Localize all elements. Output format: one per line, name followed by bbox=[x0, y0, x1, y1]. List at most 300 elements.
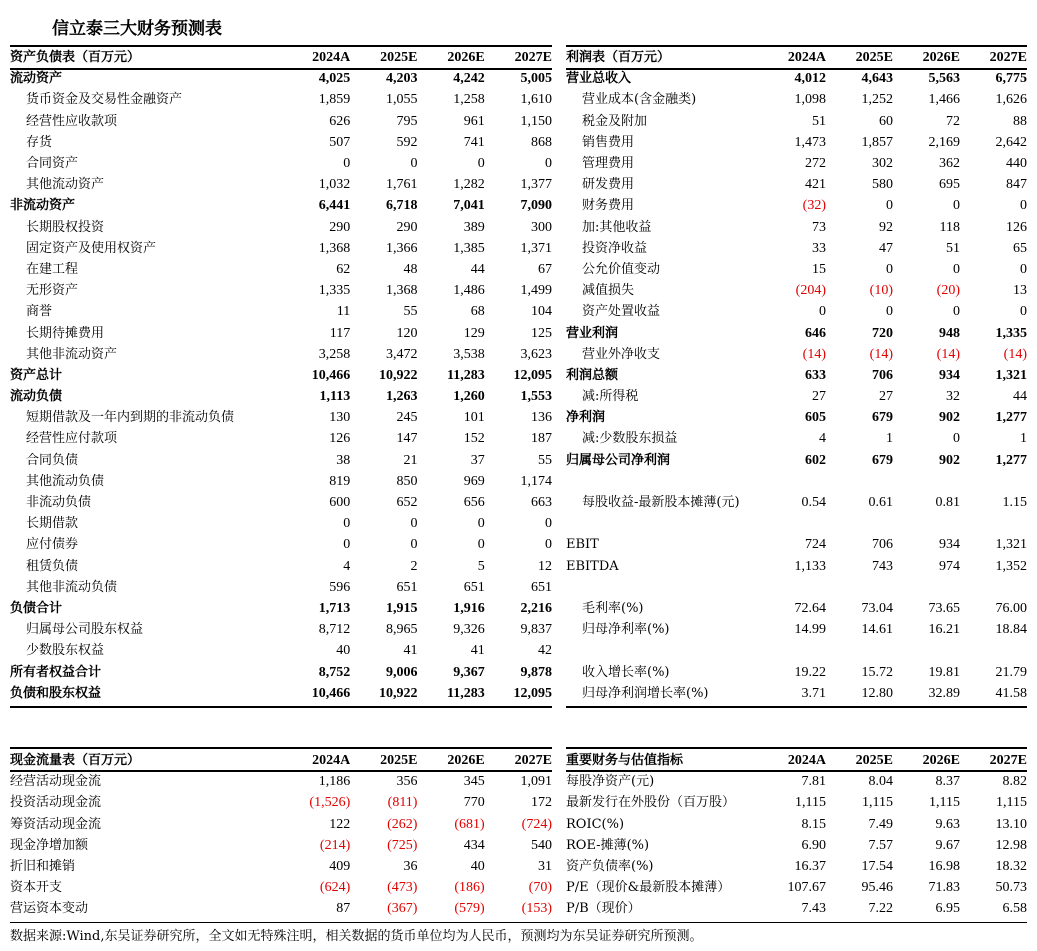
row-value: 32.89 bbox=[928, 685, 960, 701]
row-value: 8.82 bbox=[1002, 774, 1027, 790]
row-label: EBITDA bbox=[566, 558, 619, 574]
row-value: 0 bbox=[545, 516, 552, 532]
row-value: 147 bbox=[396, 431, 418, 447]
row-value: 1,321 bbox=[995, 537, 1027, 553]
row-label: 营运资本变动 bbox=[10, 901, 89, 917]
year-header: 2025E bbox=[380, 753, 418, 769]
row-value: 0 bbox=[953, 304, 960, 320]
table-row bbox=[10, 877, 552, 898]
row-value: 507 bbox=[329, 134, 351, 150]
row-value: 7,041 bbox=[453, 198, 485, 214]
row-value: 7.49 bbox=[868, 816, 893, 832]
table-row bbox=[566, 577, 1027, 598]
table-row bbox=[566, 640, 1027, 661]
table-row bbox=[566, 661, 1027, 682]
table-row bbox=[566, 365, 1027, 386]
row-value: (14) bbox=[802, 346, 826, 362]
row-value: 602 bbox=[805, 452, 826, 468]
row-value: 389 bbox=[463, 219, 485, 235]
row-value: 9,006 bbox=[385, 664, 418, 680]
row-label: 减:少数股东损益 bbox=[582, 431, 678, 447]
year-header: 2025E bbox=[380, 50, 418, 66]
table-row bbox=[10, 556, 552, 577]
row-value: 50.73 bbox=[995, 880, 1027, 896]
table-row bbox=[566, 835, 1027, 856]
row-value: 4,203 bbox=[385, 71, 418, 87]
row-label: 毛利率(%) bbox=[582, 600, 644, 616]
row-value: 4 bbox=[819, 431, 826, 447]
table-row bbox=[566, 513, 1027, 534]
table-row bbox=[10, 771, 552, 792]
row-value: 4,012 bbox=[794, 71, 826, 87]
row-value: 4,025 bbox=[318, 71, 351, 87]
row-value: 345 bbox=[463, 774, 485, 790]
row-value: 0 bbox=[343, 156, 351, 172]
row-value: 172 bbox=[531, 795, 552, 811]
row-value: (367) bbox=[387, 901, 418, 917]
row-value: 1,055 bbox=[385, 92, 418, 108]
row-value: 1,258 bbox=[453, 92, 485, 108]
row-value: 87 bbox=[336, 901, 351, 917]
table-row bbox=[566, 856, 1027, 877]
year-header: 2026E bbox=[447, 50, 485, 66]
row-value: 11,283 bbox=[446, 685, 485, 701]
row-value: 129 bbox=[463, 325, 485, 341]
row-label: 合同负债 bbox=[26, 452, 79, 468]
row-value: (681) bbox=[454, 816, 485, 832]
valuation-header-rule bbox=[566, 770, 1027, 772]
row-value: 42 bbox=[538, 643, 552, 659]
table-row bbox=[10, 898, 552, 919]
table-row bbox=[566, 683, 1027, 704]
year-header: 2027E bbox=[989, 50, 1027, 66]
row-value: 1,466 bbox=[928, 92, 960, 108]
row-value: 107.67 bbox=[787, 880, 826, 896]
row-value: 19.81 bbox=[928, 664, 960, 680]
income-header-rule bbox=[566, 68, 1027, 70]
table-row bbox=[566, 598, 1027, 619]
row-value: 1,859 bbox=[318, 92, 351, 108]
row-value: 795 bbox=[396, 113, 418, 129]
row-label: P/E（现价&最新股本摊薄） bbox=[566, 880, 731, 896]
row-label: 加:其他收益 bbox=[582, 219, 652, 235]
row-value bbox=[826, 640, 893, 661]
row-value: 67 bbox=[538, 261, 552, 277]
row-value bbox=[960, 513, 1027, 534]
valuation-header-row bbox=[566, 750, 1027, 771]
row-label: 其他流动负债 bbox=[26, 473, 105, 489]
row-value: 656 bbox=[463, 495, 485, 511]
row-value: 290 bbox=[396, 219, 418, 235]
table-row bbox=[10, 428, 552, 449]
row-value: 961 bbox=[463, 113, 485, 129]
table-title: 现金流量表（百万元） bbox=[10, 753, 141, 769]
row-value: 14.61 bbox=[861, 622, 893, 638]
row-value: 0 bbox=[1020, 198, 1027, 214]
row-value: 10,922 bbox=[378, 685, 418, 701]
row-value: 4,242 bbox=[453, 71, 485, 87]
table-row bbox=[566, 877, 1027, 898]
row-value: 11,283 bbox=[446, 367, 485, 383]
row-label: 少数股东权益 bbox=[26, 643, 105, 659]
row-value: (32) bbox=[802, 198, 826, 214]
row-value: 4 bbox=[343, 558, 351, 574]
row-value: 11 bbox=[336, 304, 351, 320]
row-value: 1 bbox=[1020, 431, 1027, 447]
row-value: 41.58 bbox=[995, 685, 1027, 701]
table-row bbox=[566, 111, 1027, 132]
table-row bbox=[10, 792, 552, 813]
row-value: (724) bbox=[521, 816, 552, 832]
row-label: 其他非流动资产 bbox=[26, 346, 118, 362]
table-title: 重要财务与估值指标 bbox=[566, 753, 684, 769]
row-value: 600 bbox=[329, 495, 351, 511]
row-value: 850 bbox=[396, 473, 418, 489]
row-value: 974 bbox=[939, 558, 960, 574]
row-value: 1,368 bbox=[385, 283, 418, 299]
row-value: 12 bbox=[538, 558, 552, 574]
row-label: ROIC(%) bbox=[566, 816, 625, 832]
table-row bbox=[566, 68, 1027, 89]
row-value: 118 bbox=[939, 219, 960, 235]
row-value: 300 bbox=[531, 219, 552, 235]
row-value: 120 bbox=[396, 325, 418, 341]
row-value: 0 bbox=[410, 516, 418, 532]
row-value: 8.04 bbox=[868, 774, 893, 790]
table-row bbox=[566, 471, 1027, 492]
year-header: 2027E bbox=[514, 50, 552, 66]
table-row bbox=[10, 407, 552, 428]
row-value: 948 bbox=[939, 325, 960, 341]
row-value: 8.15 bbox=[801, 816, 826, 832]
row-value: 51 bbox=[812, 113, 826, 129]
income-bottom-rule bbox=[566, 706, 1027, 708]
balance-bottom-rule bbox=[10, 706, 552, 708]
row-value: 421 bbox=[805, 177, 826, 193]
row-value: 0.54 bbox=[801, 495, 826, 511]
row-value: 8,752 bbox=[318, 664, 351, 680]
row-value: 1,857 bbox=[861, 134, 893, 150]
row-label: 租赁负债 bbox=[26, 558, 79, 574]
row-value: 9.67 bbox=[935, 837, 960, 853]
row-value: 117 bbox=[329, 325, 351, 341]
row-value: 0 bbox=[953, 198, 960, 214]
table-row bbox=[566, 322, 1027, 343]
row-label: 归母净利率(%) bbox=[582, 622, 670, 638]
row-value: 1,915 bbox=[385, 600, 418, 616]
row-value: (14) bbox=[869, 346, 893, 362]
row-value: 9,878 bbox=[520, 664, 552, 680]
table-row bbox=[566, 898, 1027, 919]
table-row bbox=[10, 301, 552, 322]
row-label: 负债和股东权益 bbox=[10, 685, 102, 701]
table-row bbox=[566, 450, 1027, 471]
row-value bbox=[759, 577, 826, 598]
row-value: 12.80 bbox=[861, 685, 893, 701]
row-value: (153) bbox=[521, 901, 552, 917]
row-label bbox=[566, 577, 759, 598]
row-label: 减:所得税 bbox=[582, 389, 639, 405]
row-label: 流动资产 bbox=[10, 71, 63, 87]
row-label: 营业总收入 bbox=[566, 71, 632, 87]
row-value bbox=[893, 640, 960, 661]
row-label: 长期股权投资 bbox=[26, 219, 105, 235]
row-value: 741 bbox=[463, 134, 485, 150]
row-value: 245 bbox=[396, 410, 418, 426]
table-row bbox=[566, 619, 1027, 640]
row-value: 272 bbox=[805, 156, 826, 172]
row-label: 减值损失 bbox=[582, 283, 635, 299]
row-value bbox=[759, 640, 826, 661]
row-value: 7,090 bbox=[520, 198, 552, 214]
row-label: 资产负债率(%) bbox=[566, 859, 654, 875]
row-label: 非流动资产 bbox=[10, 198, 76, 214]
row-label: 营业成本(含金融类) bbox=[582, 92, 697, 108]
row-value: 1,277 bbox=[995, 410, 1027, 426]
table-row bbox=[10, 68, 552, 89]
row-value: 3,472 bbox=[385, 346, 418, 362]
row-value: 0 bbox=[953, 261, 960, 277]
row-value: 1,713 bbox=[318, 600, 351, 616]
row-value: 0 bbox=[819, 304, 826, 320]
row-value: (579) bbox=[454, 901, 485, 917]
row-value: 1,150 bbox=[520, 113, 552, 129]
row-value: 409 bbox=[329, 859, 351, 875]
row-label: 其他非流动负债 bbox=[26, 579, 118, 595]
row-value: 706 bbox=[872, 537, 893, 553]
row-value: 651 bbox=[463, 579, 485, 595]
page-title: 信立泰三大财务预测表 bbox=[52, 19, 222, 39]
table-row bbox=[566, 195, 1027, 216]
row-value: 76.00 bbox=[995, 600, 1027, 616]
table-row bbox=[10, 835, 552, 856]
row-value: 1,260 bbox=[453, 389, 485, 405]
row-value: 706 bbox=[872, 367, 893, 383]
row-label: 货币资金及交易性金融资产 bbox=[26, 92, 183, 108]
row-label: 非流动负债 bbox=[26, 495, 92, 511]
row-value: 7.43 bbox=[801, 901, 826, 917]
table-row bbox=[10, 174, 552, 195]
row-value: 71.83 bbox=[928, 880, 960, 896]
income-header-row bbox=[566, 47, 1027, 68]
balance-header-row bbox=[10, 47, 552, 68]
row-value: (14) bbox=[936, 346, 960, 362]
row-value: (725) bbox=[387, 837, 418, 853]
row-label: 流动负债 bbox=[10, 389, 63, 405]
table-row bbox=[10, 386, 552, 407]
row-value: (10) bbox=[869, 283, 893, 299]
row-value bbox=[960, 577, 1027, 598]
table-row bbox=[10, 111, 552, 132]
row-value: 0 bbox=[477, 516, 485, 532]
cashflow-header-rule bbox=[10, 770, 552, 772]
table-row bbox=[566, 153, 1027, 174]
row-value: 13 bbox=[1013, 283, 1027, 299]
row-value: 1,115 bbox=[795, 795, 826, 811]
row-value: 10,922 bbox=[378, 367, 418, 383]
row-value: 38 bbox=[336, 452, 351, 468]
row-value: 18.84 bbox=[995, 622, 1027, 638]
row-value: 136 bbox=[531, 410, 552, 426]
row-value: 969 bbox=[463, 473, 485, 489]
table-row bbox=[566, 386, 1027, 407]
row-label: 研发费用 bbox=[582, 177, 635, 193]
row-label: P/B（现价） bbox=[566, 901, 641, 917]
row-value: 0 bbox=[886, 198, 893, 214]
row-value: 1,133 bbox=[794, 558, 826, 574]
row-value: 1,032 bbox=[318, 177, 351, 193]
row-label: 短期借款及一年内到期的非流动负债 bbox=[26, 410, 235, 426]
row-value: 626 bbox=[329, 113, 351, 129]
table-row bbox=[10, 619, 552, 640]
row-value: 290 bbox=[329, 219, 351, 235]
row-value: (70) bbox=[528, 880, 552, 896]
row-value: 1,186 bbox=[318, 774, 351, 790]
row-value: 0 bbox=[1020, 304, 1027, 320]
year-header: 2025E bbox=[855, 50, 893, 66]
row-label: 管理费用 bbox=[582, 156, 635, 172]
row-label: 税金及附加 bbox=[582, 113, 648, 129]
row-label: 经营性应付款项 bbox=[26, 431, 118, 447]
row-label: 长期借款 bbox=[26, 516, 79, 532]
table-row bbox=[566, 814, 1027, 835]
row-value: 356 bbox=[396, 774, 418, 790]
row-value: 60 bbox=[879, 113, 893, 129]
table-row bbox=[566, 132, 1027, 153]
year-header: 2024A bbox=[312, 753, 351, 769]
row-value: (20) bbox=[936, 283, 960, 299]
row-value: 37 bbox=[470, 452, 485, 468]
row-value: 847 bbox=[1006, 177, 1027, 193]
row-label: 负债合计 bbox=[10, 600, 63, 616]
row-value: 55 bbox=[403, 304, 418, 320]
table-title: 利润表（百万元） bbox=[566, 50, 671, 66]
table-row bbox=[566, 280, 1027, 301]
row-value: 48 bbox=[403, 261, 418, 277]
row-value: 0.61 bbox=[868, 495, 893, 511]
table-title: 资产负债表（百万元） bbox=[10, 50, 141, 66]
year-header: 2027E bbox=[989, 753, 1027, 769]
year-header: 2024A bbox=[787, 753, 826, 769]
row-label: 筹资活动现金流 bbox=[10, 816, 102, 832]
row-value: 2 bbox=[410, 558, 418, 574]
table-row bbox=[10, 217, 552, 238]
year-header: 2027E bbox=[514, 753, 552, 769]
row-value: 1,916 bbox=[453, 600, 485, 616]
row-value: 1,115 bbox=[929, 795, 960, 811]
row-value: 3,623 bbox=[520, 346, 552, 362]
row-value: (811) bbox=[387, 795, 418, 811]
row-value: 0 bbox=[410, 537, 418, 553]
row-value: 302 bbox=[872, 156, 893, 172]
row-value: 440 bbox=[1006, 156, 1027, 172]
row-value: (14) bbox=[1003, 346, 1027, 362]
row-value: (473) bbox=[387, 880, 418, 896]
row-value: 3,538 bbox=[453, 346, 485, 362]
row-value bbox=[759, 513, 826, 534]
row-value: 21.79 bbox=[995, 664, 1027, 680]
row-value: 16.21 bbox=[928, 622, 960, 638]
row-value: 9,837 bbox=[520, 622, 552, 638]
row-value: 1,282 bbox=[453, 177, 485, 193]
cashflow-top-rule bbox=[10, 747, 552, 749]
table-row bbox=[10, 856, 552, 877]
row-value: 27 bbox=[812, 389, 826, 405]
cashflow-table bbox=[10, 750, 552, 920]
row-value: 3.71 bbox=[801, 685, 826, 701]
row-label: 投资活动现金流 bbox=[10, 795, 102, 811]
table-row bbox=[10, 471, 552, 492]
row-value: 592 bbox=[396, 134, 418, 150]
row-label: 销售费用 bbox=[582, 134, 635, 150]
row-value: 33 bbox=[812, 240, 826, 256]
row-value: 17.54 bbox=[861, 859, 893, 875]
row-value: 0 bbox=[886, 261, 893, 277]
row-value: 7.22 bbox=[868, 901, 893, 917]
table-row bbox=[10, 259, 552, 280]
table-row bbox=[566, 428, 1027, 449]
row-value: 5 bbox=[477, 558, 485, 574]
row-value: 40 bbox=[470, 859, 485, 875]
row-label: 经营活动现金流 bbox=[10, 774, 102, 790]
row-value: 3,258 bbox=[318, 346, 351, 362]
row-value: 122 bbox=[329, 816, 351, 832]
row-value: 0 bbox=[477, 156, 485, 172]
table-row bbox=[10, 153, 552, 174]
row-value: 1 bbox=[886, 431, 893, 447]
year-header: 2025E bbox=[855, 753, 893, 769]
row-value: 1,115 bbox=[862, 795, 893, 811]
row-value: 44 bbox=[470, 261, 485, 277]
row-value bbox=[826, 513, 893, 534]
row-value: 41 bbox=[403, 643, 418, 659]
row-value: 6.58 bbox=[1002, 901, 1027, 917]
row-value: 1,335 bbox=[995, 325, 1027, 341]
table-row bbox=[566, 344, 1027, 365]
row-value: 73.65 bbox=[928, 600, 960, 616]
row-value: 724 bbox=[805, 537, 826, 553]
row-value: 1,115 bbox=[996, 795, 1027, 811]
row-label: ROE-摊薄(%) bbox=[566, 837, 650, 853]
row-value: 1,174 bbox=[520, 473, 552, 489]
row-value: 651 bbox=[531, 579, 552, 595]
row-value: 0 bbox=[410, 156, 418, 172]
row-value: 12.98 bbox=[995, 837, 1027, 853]
row-value: 1,098 bbox=[794, 92, 826, 108]
row-value: 1.15 bbox=[1002, 495, 1027, 511]
row-value: 362 bbox=[939, 156, 960, 172]
row-value: 72.64 bbox=[794, 600, 826, 616]
row-value: 596 bbox=[329, 579, 351, 595]
row-value: 633 bbox=[805, 367, 826, 383]
row-label: 收入增长率(%) bbox=[582, 664, 670, 680]
row-value: 12,095 bbox=[513, 685, 552, 701]
row-value: 15 bbox=[812, 261, 826, 277]
row-label: 净利润 bbox=[566, 410, 606, 426]
row-label: 资产总计 bbox=[10, 367, 63, 383]
row-value: 31 bbox=[538, 859, 552, 875]
row-value: 7.57 bbox=[868, 837, 893, 853]
row-label: 折旧和摊销 bbox=[10, 859, 76, 875]
balance-header-rule bbox=[10, 68, 552, 70]
row-value: 0 bbox=[343, 516, 351, 532]
row-value: 18.32 bbox=[995, 859, 1027, 875]
row-value: 0 bbox=[545, 537, 552, 553]
row-value bbox=[893, 513, 960, 534]
row-value: 68 bbox=[470, 304, 485, 320]
row-value: 2,216 bbox=[520, 600, 552, 616]
row-value: 1,626 bbox=[995, 92, 1027, 108]
